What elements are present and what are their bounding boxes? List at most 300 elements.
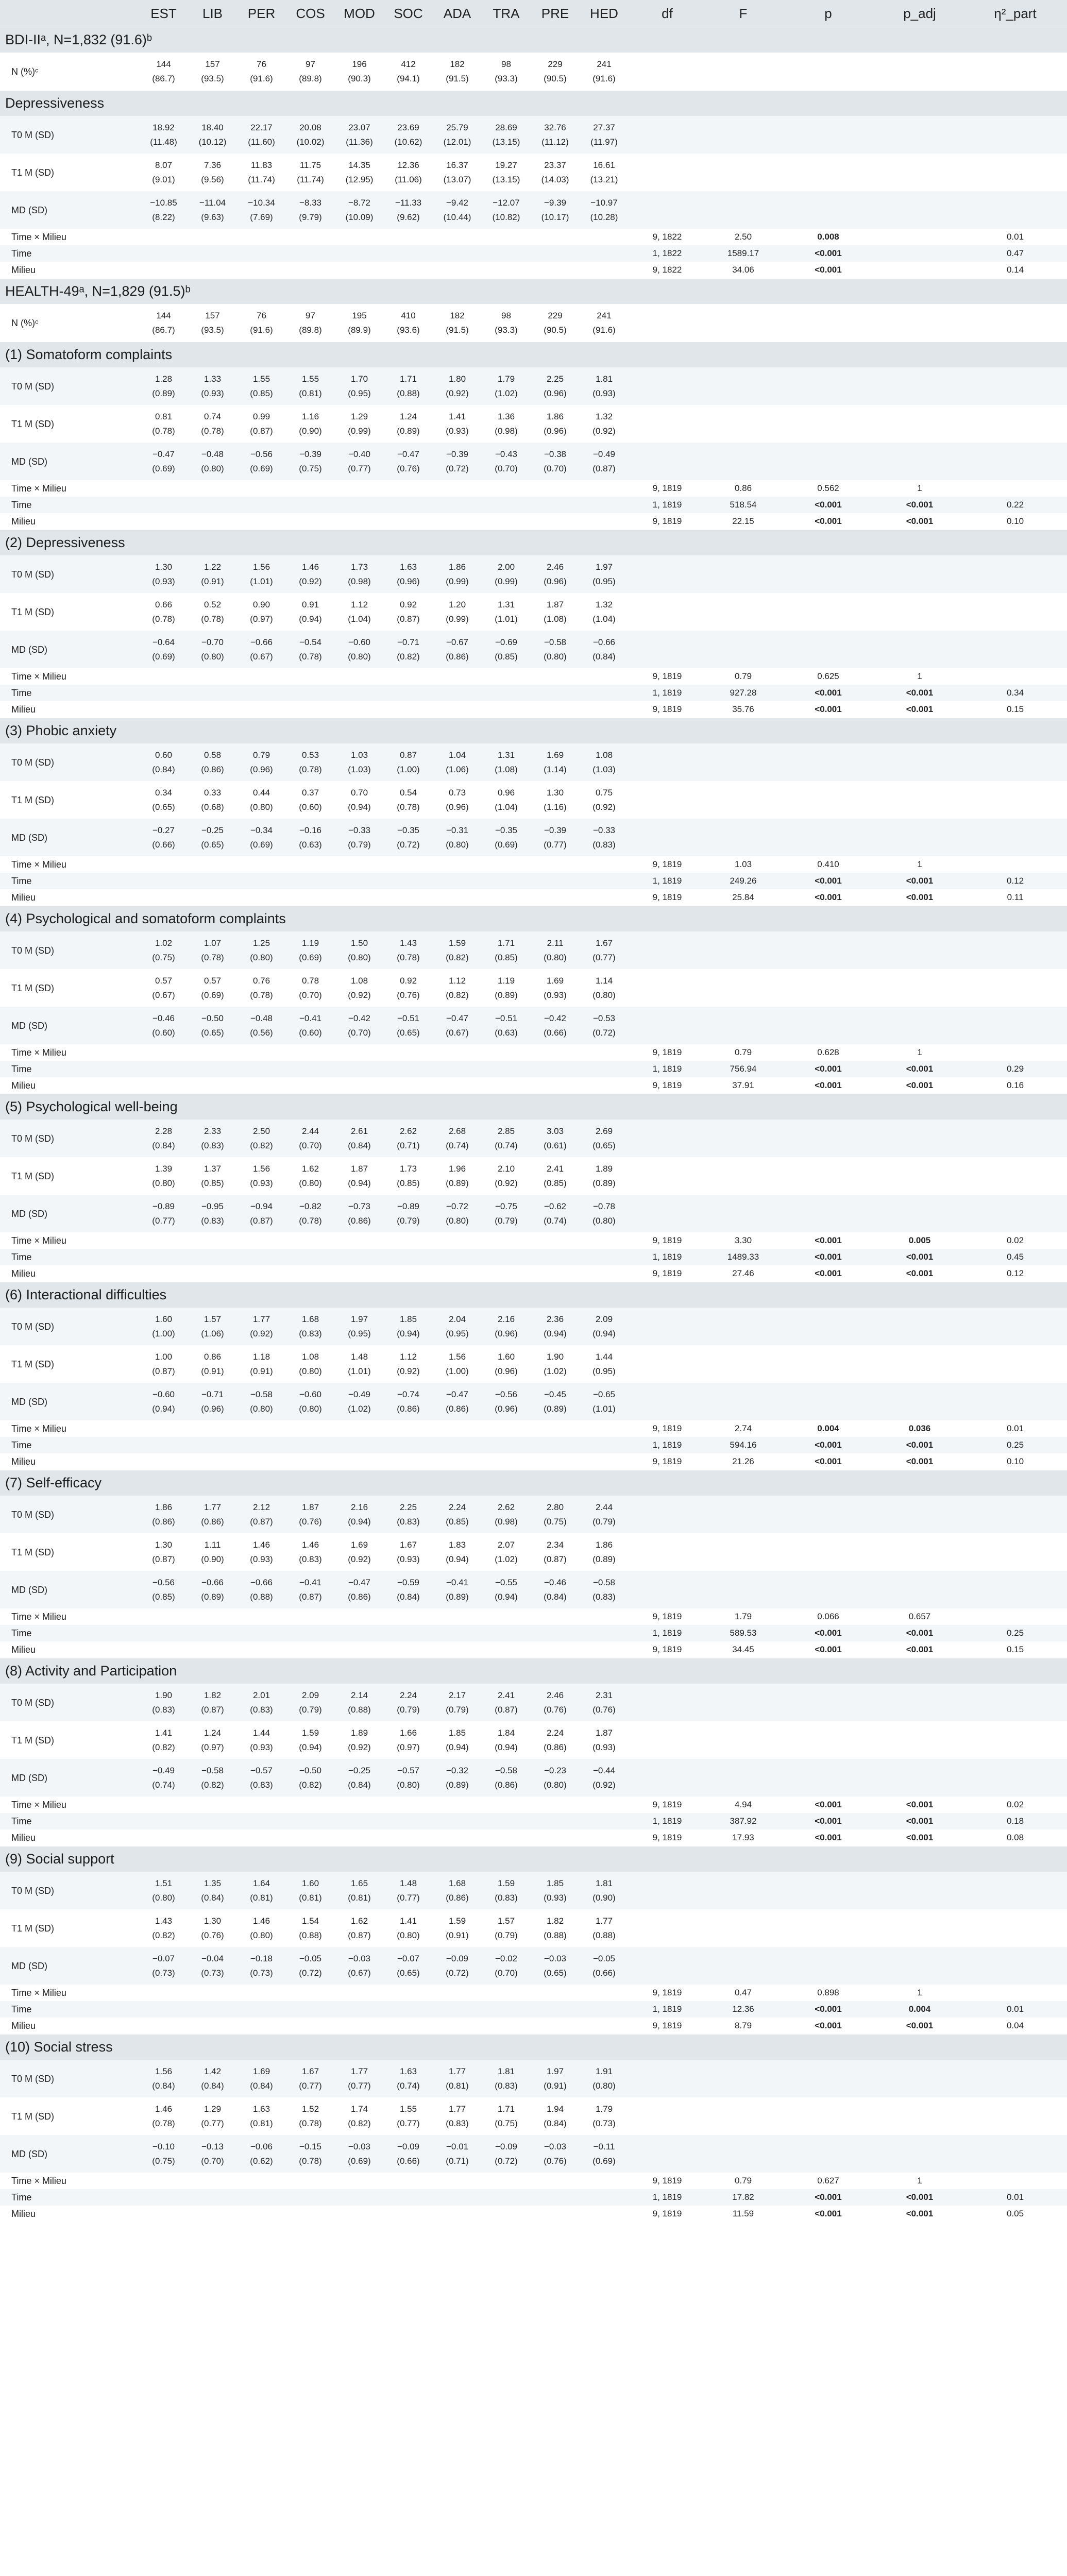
value-cell [580,1571,629,1608]
stat-F [706,1608,781,1625]
value-sd: (0.80) [299,1178,322,1188]
health-data-row [0,1947,1067,1985]
value-cell [580,931,629,969]
stat-p [781,1061,876,1077]
value-mean: 1.55 [252,374,270,384]
stat-F-value: 21.26 [732,1456,754,1466]
stat-label [0,1437,150,1453]
value-mean: −0.01 [446,2141,468,2151]
value-mean: 2.44 [595,1502,613,1512]
stat-padj-value: <0.001 [906,1440,934,1450]
stat-df-value: 9, 1822 [652,265,682,275]
value-sd: (0.96) [495,1366,518,1376]
value-mean: 1.12 [399,1351,417,1362]
value-sd: (0.75) [152,952,175,962]
stat-p [781,1797,876,1813]
value-mean: 1.46 [155,2104,173,2114]
value-cell [335,1007,384,1044]
stat-eta [963,245,1067,262]
value-sd: (0.86) [446,1403,469,1414]
stat-F [706,1453,781,1470]
stat-df-value: 9, 1819 [652,2176,682,2185]
value-mean: −11.04 [199,197,226,208]
row-label-text: MD (SD) [11,832,47,843]
value-mean: −0.49 [152,1765,175,1775]
row-label [0,781,150,819]
value-mean: 11.83 [250,160,273,170]
value-mean: −0.58 [201,1765,224,1775]
value-sd: (0.85) [250,388,273,398]
value-cell [139,1195,188,1232]
stat-F [706,262,781,278]
value-sd: (91.6) [250,325,273,335]
value-sd: (0.66) [397,2156,420,2166]
value-sd: (93.6) [397,325,420,335]
value-cell [286,443,335,480]
value-cell [188,1909,237,1947]
value-cell [384,116,433,154]
row-label [0,2060,150,2097]
header-milieu [335,0,384,27]
stat-padj-value: <0.001 [906,500,934,510]
stat-padj [876,856,963,873]
stat-p [781,262,876,278]
value-mean: 0.70 [350,787,368,798]
value-cell [139,2097,188,2135]
value-mean: 32.76 [544,122,566,132]
row-label [0,1383,150,1420]
value-mean: 0.73 [448,787,466,798]
stat-eta-value: 0.18 [1006,1816,1024,1826]
stat-eta [963,229,1067,245]
value-mean: −0.57 [397,1765,419,1775]
value-mean: 412 [401,59,416,69]
value-sd: (0.96) [544,388,567,398]
value-mean: 1.22 [204,562,222,572]
health-stat-row [0,668,1067,685]
stat-label [0,513,150,530]
row-label-text: T0 M (SD) [11,381,54,392]
stat-df-value: 9, 1819 [652,1645,682,1654]
value-sd: (0.86) [397,1403,420,1414]
health-stat-row [0,1453,1067,1470]
value-sd: (0.85) [495,651,518,662]
value-cell [335,631,384,668]
value-cell [139,743,188,781]
value-sd: (0.69) [250,463,273,473]
row-label-text: MD (SD) [11,1960,47,1971]
value-mean: −10.34 [248,197,275,208]
value-sd: (0.79) [495,1215,518,1226]
stat-label-text: Time [11,248,32,259]
stat-label [0,245,150,262]
stat-eta-value: 0.25 [1006,1628,1024,1638]
value-cell [237,405,286,443]
header-milieu-label: PER [247,6,276,21]
value-mean: −0.15 [299,2141,321,2151]
stat-p-value: <0.001 [815,1645,842,1654]
value-cell [433,1383,482,1420]
stat-label [0,1641,150,1658]
value-sd: (0.80) [250,802,273,812]
value-cell [482,781,531,819]
stat-eta [963,1985,1067,2001]
value-sd: (0.93) [446,426,469,436]
stat-label [0,856,150,873]
value-cell [531,931,580,969]
value-cell [335,1947,384,1985]
health-data-row [0,631,1067,668]
health-stat-row [0,685,1067,701]
value-sd: (0.98) [495,426,518,436]
stat-label-text: Time [11,876,32,886]
stat-padj [876,1077,963,1094]
value-mean: 2.61 [350,1126,368,1136]
value-cell [482,1909,531,1947]
value-mean: 1.62 [350,1916,368,1926]
value-cell [433,1721,482,1759]
value-mean: 2.04 [448,1314,466,1324]
stat-p-value: <0.001 [815,1816,842,1826]
value-sd: (0.79) [592,1516,616,1527]
stat-F [706,1829,781,1846]
value-cell [335,1195,384,1232]
value-sd: (93.5) [201,325,224,335]
value-cell [335,1759,384,1797]
value-sd: (0.87) [152,1366,175,1376]
value-sd: (91.6) [250,73,273,83]
header-milieu-label: PRE [541,6,569,21]
value-cell [433,1947,482,1985]
value-mean: 229 [548,310,563,320]
value-sd: (0.76) [397,463,420,473]
value-sd: (0.95) [348,388,371,398]
stat-label-text: Time × Milieu [11,1988,66,1998]
value-cell [139,1120,188,1157]
row-label [0,1533,150,1571]
stat-p-value: 0.898 [817,1988,839,1997]
value-sd: (0.67) [152,990,175,1000]
value-cell [237,1157,286,1195]
value-sd: (91.6) [592,73,616,83]
value-sd: (0.76) [201,1930,224,1940]
stat-F-value: 27.46 [732,1268,754,1278]
stat-p-value: <0.001 [815,1268,842,1278]
value-sd: (0.92) [299,576,322,586]
value-mean: −10.97 [590,197,618,208]
value-cell [482,154,531,191]
stat-df-value: 9, 1819 [652,671,682,681]
value-mean: 1.77 [448,2104,466,2114]
stat-F-value: 22.15 [732,516,754,526]
value-cell [335,781,384,819]
value-mean: −0.47 [446,1389,468,1399]
health-section-row [0,906,1067,931]
value-mean: 1.68 [448,1878,466,1888]
value-mean: 1.46 [252,1916,270,1926]
section-title: HEALTH-49ᵃ, N=1,829 (91.5)ᵇ [5,283,191,299]
value-sd: (0.86) [495,1780,518,1790]
value-cell [482,2097,531,2135]
value-cell [482,443,531,480]
value-mean: 1.64 [252,1878,270,1888]
value-mean: 1.69 [350,1539,368,1550]
value-mean: −0.69 [495,637,517,647]
value-cell [433,1872,482,1909]
value-cell [286,191,335,229]
value-sd: (0.86) [348,1215,371,1226]
header-milieu-label: SOC [394,6,423,21]
value-cell [482,819,531,856]
value-sd: (0.84) [201,1892,224,1903]
value-cell [531,631,580,668]
value-cell [580,2060,629,2097]
value-mean: 1.24 [399,411,417,421]
value-sd: (9.01) [152,174,175,184]
value-sd: (0.65) [201,839,224,850]
value-mean: 0.57 [204,975,222,986]
bdi-stat-row [0,262,1067,278]
value-cell [286,405,335,443]
stat-eta-value: 0.01 [1006,232,1024,242]
value-cell [237,2135,286,2173]
stat-df [629,513,706,530]
value-cell [139,1571,188,1608]
value-sd: (0.89) [446,1178,469,1188]
health-data-row [0,969,1067,1007]
value-cell [237,304,286,342]
value-cell [286,1345,335,1383]
health-data-row [0,1157,1067,1195]
value-sd: (0.93) [544,1892,567,1903]
value-sd: (0.81) [446,2080,469,2091]
value-cell [286,1195,335,1232]
value-mean: 1.89 [595,1163,613,1174]
value-mean: 1.48 [350,1351,368,1362]
value-cell [580,1383,629,1420]
stat-F [706,497,781,513]
value-cell [188,1308,237,1345]
stat-F-value: 34.06 [732,265,754,275]
stat-p [781,2018,876,2034]
value-sd: (0.92) [495,1178,518,1188]
header-milieu [531,0,580,27]
stat-p-value: <0.001 [815,1080,842,1090]
value-mean: 2.34 [546,1539,564,1550]
value-cell [139,1721,188,1759]
value-sd: (91.6) [592,325,616,335]
stat-label [0,668,150,685]
value-sd: (0.69) [201,990,224,1000]
stat-p [781,685,876,701]
value-cell [433,1909,482,1947]
value-cell [384,1383,433,1420]
value-cell [188,1684,237,1721]
stat-padj [876,873,963,889]
value-cell [433,931,482,969]
value-mean: 0.75 [595,787,613,798]
stat-df-value: 1, 1819 [652,1252,682,1262]
value-sd: (0.74) [544,1215,567,1226]
value-mean: −0.03 [544,2141,566,2151]
value-mean: 2.24 [399,1690,417,1700]
health-stat-row [0,1249,1067,1265]
stat-df [629,873,706,889]
value-mean: 157 [205,310,220,320]
value-cell [482,116,531,154]
stat-label [0,1232,150,1249]
value-sd: (0.84) [201,2080,224,2091]
stat-padj [876,1044,963,1061]
value-mean: 1.43 [155,1916,173,1926]
stat-label-text: Time [11,688,32,698]
value-cell [139,191,188,229]
value-cell [335,191,384,229]
value-cell [188,53,237,90]
stat-padj [876,1608,963,1625]
value-cell [433,154,482,191]
value-mean: −0.07 [152,1953,175,1963]
value-mean: 1.19 [497,975,515,986]
value-cell [139,1909,188,1947]
value-mean: −0.50 [201,1013,224,1023]
stat-padj [876,513,963,530]
value-sd: (0.94) [544,1328,567,1338]
value-sd: (0.80) [544,952,567,962]
stat-p-value: <0.001 [815,1833,842,1842]
health-data-row [0,2097,1067,2135]
value-mean: −0.60 [152,1389,175,1399]
value-sd: (94.1) [397,73,420,83]
stat-eta [963,2018,1067,2034]
stat-label-text: Time [11,1064,32,1074]
value-sd: (0.80) [592,990,616,1000]
value-mean: 2.10 [497,1163,515,1174]
health-stat-row [0,1420,1067,1437]
header-padj-label: p_adj [903,6,936,21]
value-mean: −0.44 [592,1765,615,1775]
value-mean: 1.46 [301,562,319,572]
value-cell [531,1007,580,1044]
value-sd: (11.60) [248,137,275,147]
value-cell [286,555,335,593]
stat-df [629,1608,706,1625]
value-cell [139,969,188,1007]
stat-label-text: Time × Milieu [11,1235,66,1246]
header-p-label: p [824,6,832,21]
row-label-text: MD (SD) [11,205,47,215]
value-sd: (0.89) [152,388,175,398]
stat-eta [963,513,1067,530]
stat-df [629,2189,706,2206]
stat-df-value: 9, 1819 [652,1988,682,1997]
value-cell [139,1872,188,1909]
value-cell [384,969,433,1007]
value-cell [433,743,482,781]
stat-p-value: <0.001 [815,1800,842,1809]
section-title: (3) Phobic anxiety [5,723,117,738]
row-label-text: N (%)ᶜ [11,317,39,328]
value-sd: (1.01) [348,1366,371,1376]
value-cell [335,304,384,342]
value-sd: (12.95) [345,174,374,184]
stat-F [706,889,781,906]
value-cell [188,1872,237,1909]
value-mean: 1.25 [252,938,270,948]
stat-padj [876,889,963,906]
value-sd: (0.85) [446,1516,469,1527]
value-sd: (0.97) [397,1742,420,1752]
value-mean: 1.97 [350,1314,368,1324]
stat-p [781,1625,876,1641]
value-cell [286,1947,335,1985]
value-mean: 16.61 [593,160,615,170]
value-mean: 1.31 [497,750,515,760]
value-mean: 0.37 [301,787,319,798]
value-mean: 2.01 [252,1690,270,1700]
value-sd: (93.3) [495,325,518,335]
value-cell [188,1721,237,1759]
value-mean: 11.75 [299,160,321,170]
stat-p [781,480,876,497]
stat-F-value: 1589.17 [727,248,759,258]
value-mean: −0.51 [495,1013,517,1023]
value-sd: (0.87) [250,1516,273,1527]
value-sd: (0.88) [348,1704,371,1715]
health-n-row [0,304,1067,342]
value-sd: (0.83) [397,1516,420,1527]
header-df [629,0,706,27]
stat-padj [876,1813,963,1829]
value-cell [433,819,482,856]
value-cell [139,1308,188,1345]
value-cell [482,1007,531,1044]
value-mean: −8.72 [348,197,370,208]
value-sd: (0.94) [446,1554,469,1564]
stat-p [781,497,876,513]
value-mean: −0.27 [152,825,175,835]
value-mean: 1.96 [448,1163,466,1174]
value-sd: (0.83) [201,1215,224,1226]
stat-df [629,1813,706,1829]
stat-padj-value: <0.001 [906,1628,934,1638]
stat-df [629,245,706,262]
stat-F-value: 11.59 [732,2209,754,2218]
value-mean: 25.79 [446,122,468,132]
value-sd: (0.67) [250,651,273,662]
row-label [0,931,150,969]
value-mean: 0.53 [301,750,319,760]
value-cell [531,819,580,856]
value-mean: 195 [352,310,367,320]
value-cell [580,304,629,342]
value-sd: (0.65) [592,1140,616,1150]
value-sd: (0.80) [250,952,273,962]
value-mean: 182 [450,310,465,320]
value-sd: (0.83) [201,1140,224,1150]
value-sd: (0.94) [592,1328,616,1338]
stat-df-value: 9, 1819 [652,1080,682,1090]
value-cell [384,1345,433,1383]
value-cell [188,1571,237,1608]
value-mean: 2.46 [546,1690,564,1700]
stat-label [0,1077,150,1094]
header-F [706,0,781,27]
value-sd: (0.87) [397,614,420,624]
value-sd: (0.72) [299,1968,322,1978]
stat-label [0,480,150,497]
stat-df-value: 1, 1819 [652,2192,682,2202]
